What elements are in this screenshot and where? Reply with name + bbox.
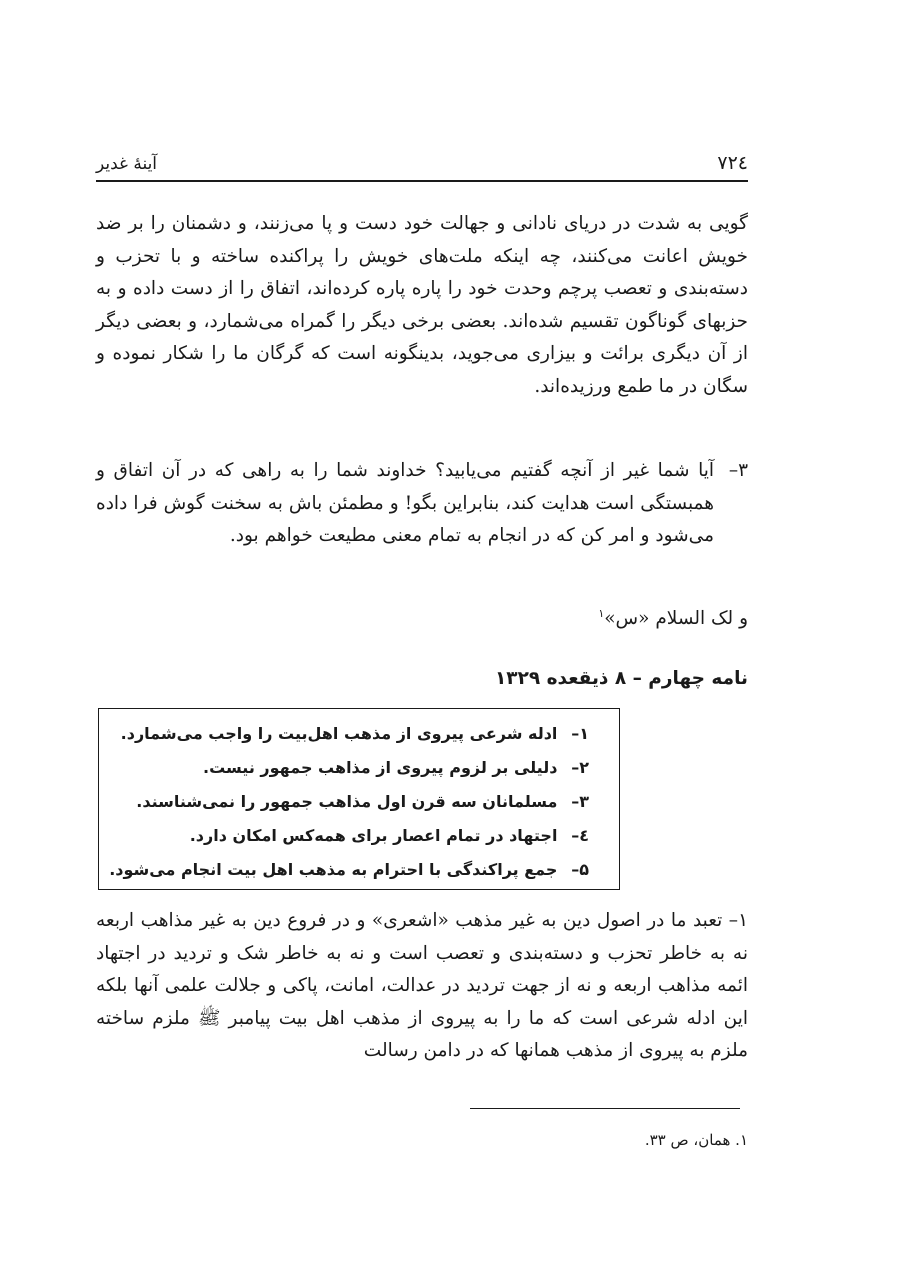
running-title: آینهٔ غدیر [96,154,158,174]
summary-item-text: جمع پراکندگی با احترام به مذهب اهل بیت انجام می‌شود. [109,860,558,879]
summary-item [107,717,589,751]
summary-item-text: ادله شرعی پیروی از مذهب اهل‌بیت را واجب می‌شمارد. [120,724,558,743]
summary-item-text: اجتهاد در تمام اعصار برای همه‌کس امکان دارد. [189,826,558,845]
footnote: ۱. همان، ص ۳۳. [644,1131,748,1149]
summary-item-number: ٤– [571,826,589,845]
list-item-text: آیا شما غیر از آنچه گفتیم می‌یابید؟ خداوند شما را به راهی که در آن اتفاق و همبستگی است هدایت کند، بنابراین بگو! و مطمئن باش به سخنت گوش فرا داده می‌شود و امر کن که در انجام به تمام معنی مطیعت خواهم بود. [96,460,714,547]
page-number: ۷۲٤ [717,152,748,174]
list-item-3 [96,455,748,553]
summary-item-number: ۲– [571,758,589,777]
list-item-number: ۳– [728,460,748,481]
summary-box [98,708,620,890]
page-header [96,140,748,182]
summary-item [107,785,589,819]
summary-item-number: ۳– [571,792,589,811]
letter-heading: نامه چهارم – ۸ ذیقعده ۱۳۲۹ [495,668,748,689]
closing-text: و لک السلام «س» [604,608,748,630]
summary-item-number: ۵– [571,860,589,879]
summary-item-text: مسلمانان سه قرن اول مذاهب جمهور را نمی‌شناسند. [136,792,558,811]
closing-salutation [598,598,748,635]
summary-item [107,819,589,853]
footnote-divider [470,1108,740,1109]
summary-item [107,751,589,785]
summary-item [107,853,589,887]
footnote-reference[interactable]: ۱ [598,607,605,620]
summary-item-text: دلیلی بر لزوم پیروی از مذاهب جمهور نیست. [203,758,558,777]
body-paragraph-1: گویی به شدت در دریای نادانی و جهالت خود دست و پا می‌زنند، و دشمنان را بر ضد خویش اعانت می‌کنند، چه اینکه ملت‌های خویش را پراکنده ساخته و با تحزب و دسته‌بندی و تعصب پرچم وحدت خود را پاره پاره کرده‌اند، اتفاق را از دست داده و به حزبهای گوناگون تقسیم شده‌اند. بعضی برخی دیگر را گمراه می‌شمارد، و بعضی دیگر از آن دیگری برائت و بیزاری می‌جوید، بدینگونه است که گرگان ما را شکار نموده و سگان در ما طمع ورزیده‌اند. [96,213,748,397]
body-paragraph-2: ۱– تعبد ما در اصول دین به غیر مذهب «اشعری» و در فروع دین به غیر مذاهب اربعه نه به خاطر تحزب و دسته‌بندی و تعصب است و نه به خاطر شک و تردید در اجتهاد ائمه مذاهب اربعه و نه از جهت تردید در عدالت، امانت، پاکی و جلالت علمی آنها بلکه این ادله شرعی است که ما را به پیروی از مذهب اهل بیت پیامبر ﷺ ملزم ساخته ملزم به پیروی از مذهب همانها که در دامن رسالت [96,910,748,1062]
summary-item-number: ۱– [571,724,589,743]
